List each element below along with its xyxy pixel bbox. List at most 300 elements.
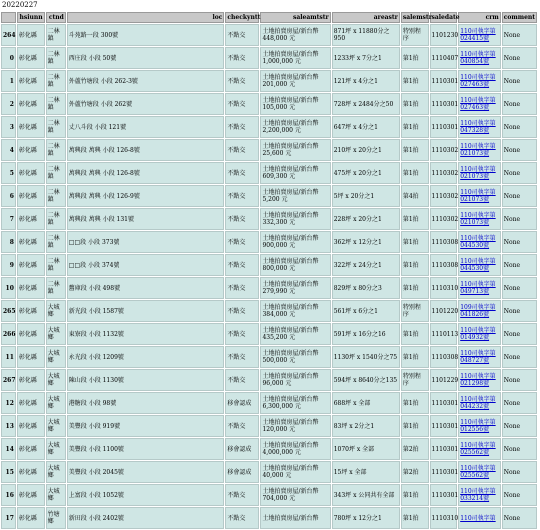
column-header: saledate (431, 14, 460, 21)
cell-county: 彰化縣 (17, 116, 45, 138)
cell-town: 大城鄉 (46, 346, 66, 368)
case-link (458, 93, 501, 115)
row-index: 264 (1, 24, 16, 46)
case-link (458, 208, 501, 230)
table-row (1, 231, 537, 253)
case-number-link[interactable]: 109司執字第041826號 (460, 304, 496, 318)
cell-price: 土地拍賣房屋/新台幣 4,000,000 元 (260, 438, 330, 460)
cell-area: 688坪 x 全部 (332, 392, 400, 414)
cell-county: 彰化縣 (17, 300, 45, 322)
row-index: 266 (1, 323, 16, 345)
cell-county: 彰化縣 (17, 346, 45, 368)
cell-town: 二林鎮 (46, 93, 66, 115)
cell-date: 1110301 (430, 70, 458, 92)
cell-county: 彰化縣 (17, 369, 45, 391)
cell-price: 土地拍賣房屋/新台幣 1,000,000 元 (260, 47, 330, 69)
column-header (1, 12, 16, 23)
cell-comment: None (502, 254, 537, 276)
cell-area: 322坪 x 24分之1 (332, 254, 400, 276)
case-link (458, 162, 501, 184)
cell-county: 彰化縣 (17, 277, 45, 299)
cell-price: 土地拍賣房屋/新台幣 332,300 元 (260, 208, 330, 230)
cell-location: 陳山段 小段 1130號 (67, 369, 225, 391)
cell-location: □□段 小段 374號 (67, 254, 225, 276)
table-row (1, 438, 537, 460)
table-row (1, 461, 537, 483)
case-link (458, 346, 501, 368)
cell-handover: 移會認成 (225, 438, 259, 460)
row-index: 14 (1, 438, 16, 460)
cell-round: 第1拍 (401, 116, 429, 138)
table-row (1, 346, 537, 368)
cell-location: 萬興段 萬興 小段 126-9號 (67, 185, 225, 207)
cell-county: 彰化縣 (17, 484, 45, 506)
cell-handover: 不點交 (225, 185, 259, 207)
cell-area: 15坪 x 全部 (332, 461, 400, 483)
cell-county: 彰化縣 (17, 139, 45, 161)
table-row (1, 392, 537, 414)
case-number-link[interactable]: 110司執字第025562號 (460, 442, 496, 456)
cell-price: 土地拍賣房屋/新台幣 5,200 元 (260, 185, 330, 207)
cell-county: 彰化縣 (17, 323, 45, 345)
cell-handover: 不點交 (225, 323, 259, 345)
column-header: saleamtstr (260, 12, 330, 23)
case-link (458, 185, 501, 207)
cell-area: 829坪 x 80分之3 (332, 277, 400, 299)
cell-town: 大城鄉 (46, 461, 66, 483)
cell-county: 彰化縣 (17, 231, 45, 253)
table-row (1, 162, 537, 184)
cell-location: 上富段 小段 1052號 (67, 484, 225, 506)
cell-handover: 移會認成 (225, 461, 259, 483)
cell-date: 1110308 (430, 346, 458, 368)
case-number-link[interactable]: 110司執字第012556號 (460, 419, 496, 433)
cell-date: 1110301 (430, 392, 458, 414)
case-number-link[interactable]: 110司執字第021298號 (460, 373, 496, 387)
cell-comment: None (502, 231, 537, 253)
cell-handover: 移會認成 (225, 392, 259, 414)
cell-handover: 不點交 (225, 415, 259, 437)
cell-location: 東寮段 小段 1132號 (67, 323, 225, 345)
cell-handover: 不點交 (225, 24, 259, 46)
cell-price: 土地拍賣房屋/新台幣 96,000 元 (260, 369, 330, 391)
cell-location: 新田段 小段 2402號 (67, 507, 225, 529)
cell-county: 彰化縣 (17, 70, 45, 92)
cell-county: 彰化縣 (17, 415, 45, 437)
cell-date: 1110308 (430, 231, 458, 253)
cell-round: 特別程序 (401, 369, 429, 391)
case-link (458, 461, 501, 483)
cell-town: 大城鄉 (46, 369, 66, 391)
cell-area: 83坪 x 2分之1 (332, 415, 400, 437)
cell-price: 土地拍賣房屋/新台幣 6,300,000 元 (260, 392, 330, 414)
cell-area: 1233坪 x 7分之1 (332, 47, 400, 69)
case-link (458, 323, 501, 345)
cell-price: 土地拍賣房屋/新台幣 40,000 元 (260, 461, 330, 483)
cell-price: 土地拍賣房屋/新台幣 120,000 元 (260, 415, 330, 437)
cell-location: 外蘆竹塘段 小段 262號 (67, 93, 225, 115)
cell-location: 西庄段 小段 50號 (67, 47, 225, 69)
table-row (1, 507, 537, 529)
auction-table (0, 11, 538, 530)
row-index: 12 (1, 392, 16, 414)
table-row (1, 47, 537, 69)
row-index: 16 (1, 484, 16, 506)
row-index: 11 (1, 346, 16, 368)
cell-handover: 不點交 (225, 162, 259, 184)
cell-price: 土地拍賣房屋/新台幣 279,990 元 (260, 277, 330, 299)
cell-area: 475坪 x 20分之1 (332, 162, 400, 184)
cell-comment: None (502, 392, 537, 414)
cell-area: 871坪 x 11880分之950 (332, 24, 400, 46)
cell-handover: 不點交 (225, 116, 259, 138)
cell-area: 121坪 x 4分之1 (332, 70, 400, 92)
row-index: 4 (1, 139, 16, 161)
cell-comment: None (502, 346, 537, 368)
cell-location: 美豐段 小段 2045號 (67, 461, 225, 483)
cell-area: 228坪 x 20分之1 (332, 208, 400, 230)
cell-handover: 不點交 (225, 47, 259, 69)
cell-county: 彰化縣 (17, 507, 45, 529)
table-row (1, 323, 537, 345)
cell-date: 1110301 (430, 461, 458, 483)
cell-area: 780坪 x 12分之1 (332, 507, 400, 529)
cell-price: 土地拍賣房屋/新台幣 609,300 元 (260, 162, 330, 184)
cell-round: 第1拍 (401, 139, 429, 161)
cell-county: 彰化縣 (17, 392, 45, 414)
cell-comment: None (502, 70, 537, 92)
row-index: 8 (1, 231, 16, 253)
cell-county: 彰化縣 (17, 438, 45, 460)
cell-comment: None (502, 185, 537, 207)
table-row (1, 484, 537, 506)
cell-location: 新光段 小段 1587號 (67, 300, 225, 322)
case-number-link[interactable]: 110司執字第044530號 (460, 235, 496, 249)
cell-round: 第1拍 (401, 162, 429, 184)
cell-price: 土地拍賣房屋/新台幣 384,000 元 (260, 300, 330, 322)
cell-town: 大城鄉 (46, 415, 66, 437)
case-number-link[interactable]: 110司執字第027463號 (460, 97, 496, 111)
cell-round: 第1拍 (401, 47, 429, 69)
cell-location: □□段 小段 373號 (67, 231, 225, 253)
case-number-link[interactable]: 110司執字第033214號 (460, 488, 496, 502)
cell-date: 1110301 (430, 438, 458, 460)
case-number-link[interactable]: 110司執字第014932號 (460, 327, 496, 341)
cell-area: 210坪 x 20分之1 (332, 139, 400, 161)
cell-date: 1110308 (430, 254, 458, 276)
case-link (458, 369, 501, 391)
column-header: salemstr (402, 14, 432, 21)
cell-location: 萬興段 萬興 小段 126-8號 (67, 162, 225, 184)
cell-price: 土地拍賣房屋/新台幣 900,000 元 (260, 231, 330, 253)
cell-date: 1101229 (430, 369, 458, 391)
table-row (1, 139, 537, 161)
row-index: 7 (1, 208, 16, 230)
cell-date: 1110302 (430, 208, 458, 230)
case-number-link[interactable]: 110司執字第 (460, 514, 496, 522)
row-index: 9 (1, 254, 16, 276)
row-index: 6 (1, 185, 16, 207)
cell-price: 土地拍賣房屋/新台幣 (260, 507, 330, 529)
cell-county: 彰化縣 (17, 185, 45, 207)
cell-town: 二林鎮 (46, 254, 66, 276)
column-header: ctnd (46, 12, 66, 23)
case-number-link[interactable]: 110司執字第021073號 (460, 212, 496, 226)
cell-handover: 不點交 (225, 139, 259, 161)
case-number-link[interactable]: 110司執字第025562號 (460, 465, 496, 479)
cell-date: 1101220 (430, 300, 458, 322)
cell-price: 土地拍賣房屋/新台幣 800,000 元 (260, 254, 330, 276)
cell-county: 彰化縣 (17, 93, 45, 115)
cell-comment: None (502, 323, 537, 345)
case-number-link[interactable]: 110司執字第021073號 (460, 166, 496, 180)
cell-price: 土地拍賣房屋/新台幣 500,000 元 (260, 346, 330, 368)
cell-county: 彰化縣 (17, 208, 45, 230)
cell-comment: None (502, 507, 537, 529)
case-number-link[interactable]: 110司執字第047328號 (460, 120, 496, 134)
cell-town: 大城鄉 (46, 392, 66, 414)
case-number-link[interactable]: 110司執字第044530號 (460, 258, 496, 272)
case-link (458, 392, 501, 414)
cell-location: 美豐段 小段 919號 (67, 415, 225, 437)
cell-handover: 不點交 (225, 369, 259, 391)
row-index: 0 (1, 47, 16, 69)
cell-location: 斗苑路一段 300號 (67, 24, 225, 46)
cell-handover: 不點交 (225, 507, 259, 529)
cell-round: 特別程序 (401, 300, 429, 322)
cell-price: 土地拍賣房屋/新台幣 105,000 元 (260, 93, 330, 115)
cell-date: 1110301 (430, 116, 458, 138)
cell-comment: None (502, 438, 537, 460)
cell-comment: None (502, 300, 537, 322)
table-row (1, 415, 537, 437)
case-link (458, 70, 501, 92)
cell-town: 大城鄉 (46, 300, 66, 322)
cell-town: 大城鄉 (46, 438, 66, 460)
cell-area: 591坪 x 16分之16 (332, 323, 400, 345)
case-number-link[interactable]: 110司執字第021073號 (460, 189, 496, 203)
column-header: comment (503, 14, 536, 21)
cell-handover: 不點交 (225, 93, 259, 115)
cell-area: 1070坪 x 全部 (332, 438, 400, 460)
table-row (1, 369, 537, 391)
cell-county: 彰化縣 (17, 254, 45, 276)
cell-area: 561坪 x 6分之1 (332, 300, 400, 322)
cell-round: 第1拍 (401, 70, 429, 92)
row-index: 267 (1, 369, 16, 391)
case-link (458, 139, 501, 161)
case-link (458, 116, 501, 138)
cell-price: 土地拍賣房屋/新台幣 25,600 元 (260, 139, 330, 161)
cell-county: 彰化縣 (17, 162, 45, 184)
case-link (458, 507, 501, 529)
column-header: checkyntt (227, 14, 261, 21)
cell-round: 第4拍 (401, 185, 429, 207)
table-row (1, 93, 537, 115)
cell-location: 美豐段 小段 1100號 (67, 438, 225, 460)
cell-county: 彰化縣 (17, 24, 45, 46)
case-number-link[interactable]: 110司執字第044232號 (460, 396, 496, 410)
cell-price: 土地拍賣房屋/新台幣 2,200,000 元 (260, 116, 330, 138)
cell-handover: 不點交 (225, 277, 259, 299)
cell-round: 第2拍 (401, 438, 429, 460)
cell-location: 萬興段 萬興 小段 131號 (67, 208, 225, 230)
cell-area: 343坪 x 公同共有全部 (332, 484, 400, 506)
cell-round: 第1拍 (401, 254, 429, 276)
cell-town: 二林鎮 (46, 70, 66, 92)
cell-town: 二林鎮 (46, 208, 66, 230)
cell-date: 1110302 (430, 185, 458, 207)
cell-round: 第1拍 (401, 346, 429, 368)
cell-location: 港糖段 小段 98號 (67, 392, 225, 414)
cell-date: 1110301 (430, 415, 458, 437)
cell-area: 362坪 x 12分之1 (332, 231, 400, 253)
column-header: areastr (332, 12, 400, 23)
table-row (1, 70, 537, 92)
cell-comment: None (502, 24, 537, 46)
cell-handover: 不點交 (225, 484, 259, 506)
table-row (1, 116, 537, 138)
cell-town: 大城鄉 (46, 323, 66, 345)
row-index: 10 (1, 277, 16, 299)
case-link (458, 300, 501, 322)
row-index: 1 (1, 70, 16, 92)
table-row (1, 208, 537, 230)
column-header: loc (67, 12, 225, 23)
case-link (458, 24, 501, 46)
cell-handover: 不點交 (225, 254, 259, 276)
cell-county: 彰化縣 (17, 47, 45, 69)
table-row (1, 254, 537, 276)
cell-date: 1110310 (430, 277, 458, 299)
cell-area: 1130坪 x 1540分之75 (332, 346, 400, 368)
cell-area: 594坪 x 8640分之135 (332, 369, 400, 391)
cell-round: 第1拍 (401, 93, 429, 115)
cell-comment: None (502, 484, 537, 506)
cell-date: 1110302 (430, 139, 458, 161)
cell-location: 舊庫段 小段 498號 (67, 277, 225, 299)
cell-location: 外蘆竹塘段 小段 262-3號 (67, 70, 225, 92)
header-row (1, 12, 537, 23)
cell-handover: 不點交 (225, 70, 259, 92)
case-link (458, 277, 501, 299)
cell-date: 1110310 (430, 507, 458, 529)
case-link (458, 484, 501, 506)
case-number-link[interactable]: 110司執字第040854號 (460, 51, 496, 65)
cell-comment: None (502, 116, 537, 138)
cell-price: 土地拍賣房屋/新台幣 435,200 元 (260, 323, 330, 345)
column-header: crm (458, 12, 501, 23)
cell-round: 第2拍 (401, 461, 429, 483)
cell-town: 二林鎮 (46, 139, 66, 161)
report-date: 20220227 (2, 1, 38, 9)
row-index: 5 (1, 162, 16, 184)
cell-round: 第1拍 (401, 323, 429, 345)
case-link (458, 438, 501, 460)
cell-town: 二林鎮 (46, 231, 66, 253)
cell-town: 二林鎮 (46, 116, 66, 138)
cell-area: 728坪 x 2484分之50 (332, 93, 400, 115)
table-row (1, 300, 537, 322)
row-index: 2 (1, 93, 16, 115)
cell-date: 1110113 (430, 323, 458, 345)
case-link (458, 254, 501, 276)
table-row (1, 185, 537, 207)
row-index: 15 (1, 461, 16, 483)
cell-town: 二林鎮 (46, 162, 66, 184)
cell-handover: 不點交 (225, 346, 259, 368)
cell-round: 第1拍 (401, 507, 429, 529)
cell-town: 二林鎮 (46, 24, 66, 46)
cell-comment: None (502, 47, 537, 69)
cell-comment: None (502, 461, 537, 483)
row-index: 17 (1, 507, 16, 529)
table-row (1, 277, 537, 299)
cell-round: 第1拍 (401, 208, 429, 230)
cell-area: 647坪 x 4分之1 (332, 116, 400, 138)
case-number-link[interactable]: 110司執字第048727號 (460, 350, 496, 364)
cell-handover: 不點交 (225, 300, 259, 322)
cell-round: 特別程序 (401, 24, 429, 46)
table-row (1, 24, 537, 46)
cell-comment: None (502, 162, 537, 184)
case-link (458, 47, 501, 69)
cell-round: 第1拍 (401, 415, 429, 437)
cell-round: 第1拍 (401, 277, 429, 299)
case-number-link[interactable]: 110司執字第027463號 (460, 74, 496, 88)
cell-area: 5坪 x 20分之1 (332, 185, 400, 207)
cell-town: 二林鎮 (46, 277, 66, 299)
cell-date: 1110301 (430, 93, 458, 115)
cell-county: 彰化縣 (17, 461, 45, 483)
cell-date: 1110407 (430, 47, 458, 69)
cell-comment: None (502, 208, 537, 230)
case-link (458, 231, 501, 253)
cell-price: 土地拍賣房屋/新台幣 704,000 元 (260, 484, 330, 506)
cell-comment: None (502, 369, 537, 391)
case-number-link[interactable]: 110司執字第021073號 (460, 143, 496, 157)
cell-round: 第1拍 (401, 484, 429, 506)
cell-price: 土地拍賣房屋/新台幣 201,000 元 (260, 70, 330, 92)
cell-comment: None (502, 415, 537, 437)
case-number-link[interactable]: 110司執字第049713號 (460, 281, 496, 295)
cell-comment: None (502, 93, 537, 115)
cell-location: 永光段 小段 1209號 (67, 346, 225, 368)
cell-handover: 不點交 (225, 231, 259, 253)
cell-town: 二林鎮 (46, 47, 66, 69)
cell-town: 竹塘鄉 (46, 507, 66, 529)
row-index: 3 (1, 116, 16, 138)
case-number-link[interactable]: 110司執字第024415號 (460, 28, 496, 42)
cell-location: 萬興段 萬興 小段 126-8號 (67, 139, 225, 161)
case-link (458, 415, 501, 437)
cell-date: 1101230 (430, 24, 458, 46)
cell-handover: 不點交 (225, 208, 259, 230)
cell-round: 第1拍 (401, 392, 429, 414)
cell-date: 1110301 (430, 484, 458, 506)
cell-price: 土地拍賣房屋/新台幣 448,000 元 (260, 24, 330, 46)
cell-town: 大城鄉 (46, 484, 66, 506)
cell-date: 1110302 (430, 162, 458, 184)
row-index: 265 (1, 300, 16, 322)
column-header: hsiunn (17, 12, 45, 23)
row-index: 13 (1, 415, 16, 437)
cell-town: 二林鎮 (46, 185, 66, 207)
cell-comment: None (502, 277, 537, 299)
cell-comment: None (502, 139, 537, 161)
cell-location: 丈八斗段 小段 121號 (67, 116, 225, 138)
cell-round: 第1拍 (401, 231, 429, 253)
